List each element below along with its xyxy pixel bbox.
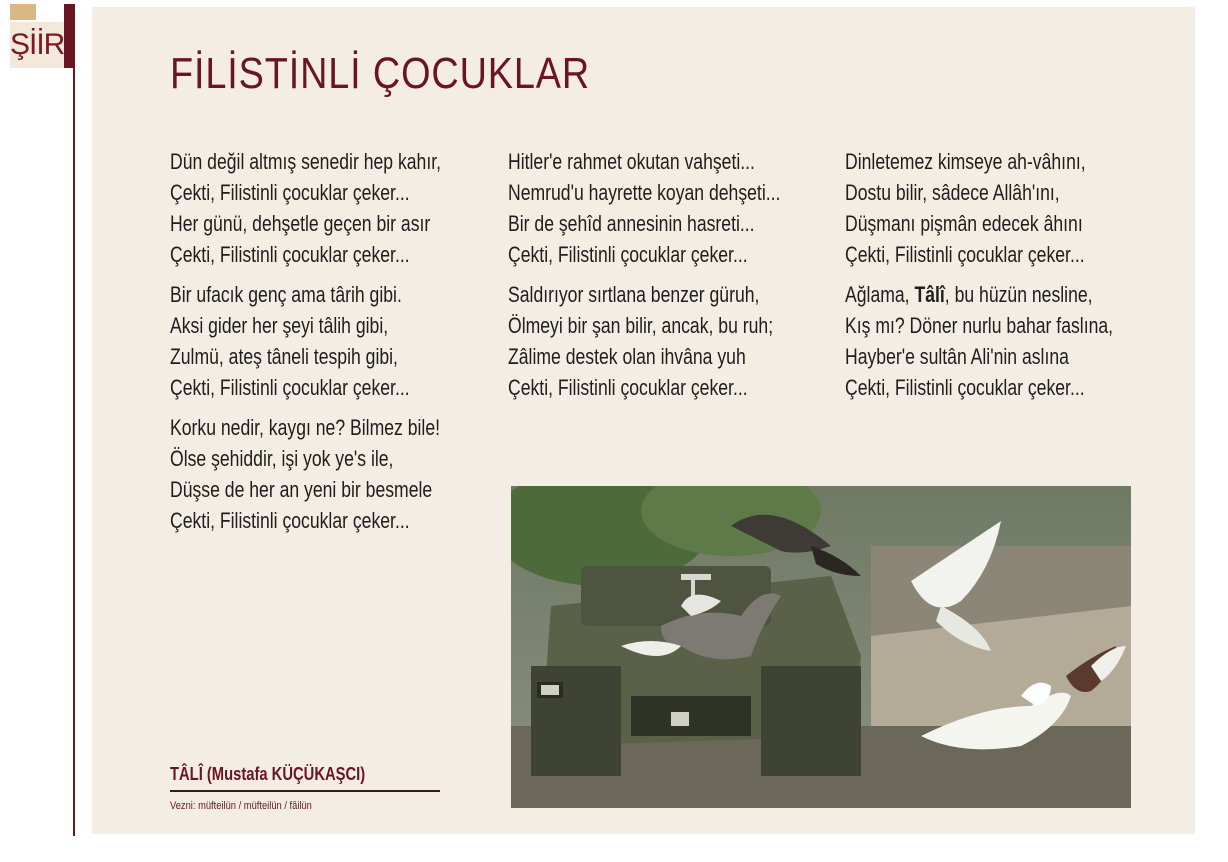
poem-column-2 [508,146,848,412]
poem-column-3 [845,146,1185,412]
poem-title: FİLİSTİNLİ ÇOCUKLAR [170,49,591,98]
verse-line: Çekti, Filistinli çocuklar çeker... [845,375,1085,400]
verse-line: Aksi gider her şeyi tâlih gibi, [170,313,389,338]
verse-line: Çekti, Filistinli çocuklar çeker... [508,375,748,400]
verse-line: Bir ufacık genç ama târih gibi. [170,282,402,307]
verse-line: Düşse de her an yeni bir besmele [170,477,433,502]
verse-line: Çekti, Filistinli çocuklar çeker... [170,180,410,205]
verse-line: Çekti, Filistinli çocuklar çeker... [508,242,748,267]
stanza [845,279,1185,403]
stanza [508,146,848,270]
meter-note: Vezni: müfteilün / müfteilün / fâilün [170,800,312,812]
verse-line: Dostu bilir, sâdece Allâh'ını, [845,180,1060,205]
author-name: TÂLÎ (Mustafa KÜÇÜKAŞCI) [170,764,366,784]
poem-column-1 [170,146,510,545]
verse-line: Korku nedir, kaygı ne? Bilmez bile! [170,415,441,440]
margin-rule [73,68,75,836]
verse-line: Dinletemez kimseye ah-vâhını, [845,149,1086,174]
stanza [170,412,510,536]
stanza [845,146,1185,270]
verse-line: Bir de şehîd annesinin hasreti... [508,211,755,236]
photo-tank-with-doves [511,486,1131,808]
verse-line: Zulmü, ateş tâneli tespih gibi, [170,344,398,369]
verse-line: Her günü, dehşetle geçen bir asır [170,211,431,236]
verse-line: Çekti, Filistinli çocuklar çeker... [170,508,410,533]
section-tab-accent [10,4,36,20]
section-label: ŞİİR [10,22,64,68]
verse-line: Ağlama, Tâlî, bu hüzün nesline, [845,282,1093,307]
verse-line: Zâlime destek olan ihvâna yuh [508,344,746,369]
stanza [170,279,510,403]
verse-line: Düşmanı pişmân edecek âhını [845,211,1083,236]
verse-line: Çekti, Filistinli çocuklar çeker... [170,375,410,400]
verse-line: Çekti, Filistinli çocuklar çeker... [845,242,1085,267]
verse-line: Dün değil altmış senedir hep kahır, [170,149,441,174]
verse-line: Ölse şehiddir, işi yok ye's ile, [170,446,394,471]
stanza [170,146,510,270]
verse-line: Hitler'e rahmet okutan vahşeti... [508,149,755,174]
section-tab-bar [64,4,75,68]
verse-line: Saldırıyor sırtlana benzer güruh, [508,282,760,307]
verse-line: Nemrud'u hayrette koyan dehşeti... [508,180,781,205]
author-rule [170,790,440,792]
stanza [508,279,848,403]
verse-line: Ölmeyi bir şan bilir, ancak, bu ruh; [508,313,774,338]
verse-line: Kış mı? Döner nurlu bahar faslına, [845,313,1114,338]
verse-line: Çekti, Filistinli çocuklar çeker... [170,242,410,267]
verse-line: Hayber'e sultân Ali'nin aslına [845,344,1069,369]
